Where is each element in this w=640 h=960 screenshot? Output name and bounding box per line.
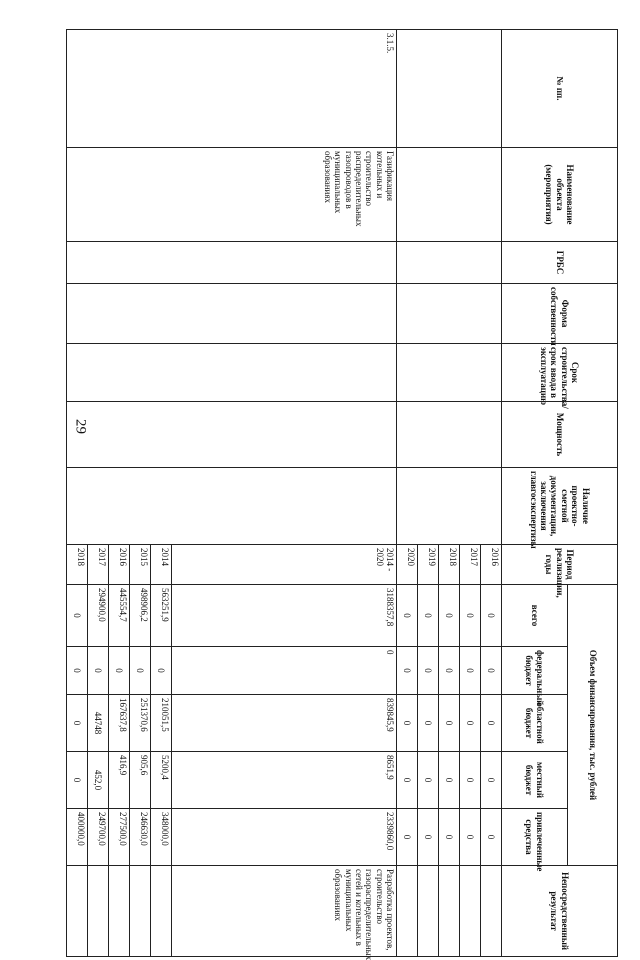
- year-cell: 2017: [88, 545, 109, 585]
- attracted-cell: 0: [397, 809, 418, 866]
- result-cell: [130, 866, 151, 957]
- federal-cell: 0: [88, 647, 109, 695]
- total-cell: 294900,0: [88, 585, 109, 647]
- empty-cell: [397, 284, 502, 344]
- year-cell: 2018: [439, 545, 460, 585]
- header-regional: областной бюджет: [502, 695, 568, 752]
- federal-cell: 0: [439, 647, 460, 695]
- empty-cell: [397, 242, 502, 284]
- year-cell: 2019: [418, 545, 439, 585]
- attracted-cell: 0: [439, 809, 460, 866]
- federal-cell: 0: [109, 647, 130, 695]
- header-period: Период реализации, годы: [502, 545, 618, 585]
- empty-cell: [397, 468, 502, 545]
- header-funding: Объем финансирования, тыс. рублей: [568, 585, 618, 866]
- header-name: Наименование объекта (мероприятия): [502, 148, 618, 242]
- total-cell: 563251,9: [151, 585, 172, 647]
- result-cell: Разработка проектов, строительство газораспределительных сетей и котельных в муниципальных образованиях: [172, 866, 397, 957]
- federal-cell: 0: [130, 647, 151, 695]
- total-cell: 0: [67, 585, 88, 647]
- attracted-cell: 249700,0: [88, 809, 109, 866]
- attracted-cell: 277500,0: [109, 809, 130, 866]
- rotated-table-sheet: [72, 29, 618, 960]
- federal-cell: 0: [151, 647, 172, 695]
- empty-cell: [397, 30, 502, 148]
- result-cell: [460, 866, 481, 957]
- regional-cell: 251370,6: [130, 695, 151, 752]
- year-cell: 2015: [130, 545, 151, 585]
- total-cell: 0: [481, 585, 502, 647]
- result-cell: [481, 866, 502, 957]
- total-cell: 445554,7: [109, 585, 130, 647]
- year-cell: 2017: [460, 545, 481, 585]
- regional-cell: 0: [418, 695, 439, 752]
- regional-cell: 839845,9: [172, 695, 397, 752]
- result-cell: [88, 866, 109, 957]
- header-total: всего: [502, 585, 568, 647]
- local-cell: 452,0: [88, 752, 109, 809]
- item-number: 3.1.5.: [67, 30, 397, 148]
- local-cell: 5200,4: [151, 752, 172, 809]
- regional-cell: 0: [397, 695, 418, 752]
- federal-cell: 0: [418, 647, 439, 695]
- capacity-cell: [67, 402, 397, 468]
- result-cell: [151, 866, 172, 957]
- regional-cell: 0: [67, 695, 88, 752]
- ownership-cell: [67, 284, 397, 344]
- total-cell: 3188357,8: [172, 585, 397, 647]
- attracted-cell: 0: [460, 809, 481, 866]
- grbs-cell: [67, 242, 397, 284]
- year-cell: 2018: [67, 545, 88, 585]
- attracted-cell: 400000,0: [67, 809, 88, 866]
- federal-cell: 0: [460, 647, 481, 695]
- regional-cell: 0: [439, 695, 460, 752]
- header-attracted: привлеченные средства: [502, 809, 568, 866]
- table-row: [172, 30, 397, 957]
- empty-cell: [397, 344, 502, 402]
- header-result: Непосредственный результат: [502, 866, 618, 957]
- header-ownership: Форма собственности: [502, 284, 618, 344]
- construction-cell: [67, 344, 397, 402]
- header-row-1: [568, 30, 618, 957]
- result-cell: [397, 866, 418, 957]
- local-cell: 416,9: [109, 752, 130, 809]
- header-local: местный бюджет: [502, 752, 568, 809]
- year-cell: 2014: [151, 545, 172, 585]
- table-row: [481, 30, 502, 957]
- local-cell: 0: [460, 752, 481, 809]
- year-cell: 2020: [397, 545, 418, 585]
- total-cell: 0: [418, 585, 439, 647]
- total-cell: 0: [460, 585, 481, 647]
- header-capacity: Мощность: [502, 402, 618, 468]
- result-cell: [418, 866, 439, 957]
- design-cell: [67, 468, 397, 545]
- period-cell: 2014 - 2020: [172, 545, 397, 585]
- regional-cell: 0: [481, 695, 502, 752]
- regional-cell: 0: [460, 695, 481, 752]
- header-grbs: ГРБС: [502, 242, 618, 284]
- local-cell: 0: [481, 752, 502, 809]
- attracted-cell: 0: [418, 809, 439, 866]
- year-cell: 2016: [481, 545, 502, 585]
- local-cell: 0: [397, 752, 418, 809]
- local-cell: 0: [439, 752, 460, 809]
- result-cell: [67, 866, 88, 957]
- federal-cell: 0: [67, 647, 88, 695]
- local-cell: 0: [67, 752, 88, 809]
- total-cell: 0: [439, 585, 460, 647]
- empty-cell: [397, 402, 502, 468]
- attracted-cell: 2339860,0: [172, 809, 397, 866]
- year-cell: 2016: [109, 545, 130, 585]
- attracted-cell: 348000,0: [151, 809, 172, 866]
- header-federal: федеральный бюджет: [502, 647, 568, 695]
- regional-cell: 167637,8: [109, 695, 130, 752]
- attracted-cell: 246630,0: [130, 809, 151, 866]
- federal-cell: 0: [397, 647, 418, 695]
- header-design: Наличие проектно-сметной документации, заключения главгосэкспертизы: [502, 468, 618, 545]
- financing-table: [66, 29, 618, 960]
- regional-cell: 210051,5: [151, 695, 172, 752]
- header-num: № пп.: [502, 30, 618, 148]
- total-cell: 498906,2: [130, 585, 151, 647]
- page-number: 29: [72, 419, 89, 434]
- local-cell: 905,6: [130, 752, 151, 809]
- result-cell: [439, 866, 460, 957]
- regional-cell: 44748: [88, 695, 109, 752]
- result-cell: [109, 866, 130, 957]
- local-cell: 0: [418, 752, 439, 809]
- item-name: Газификация котельных и строительство распределительных газопроводов в муниципальных образованиях: [67, 148, 397, 242]
- federal-cell: 0: [481, 647, 502, 695]
- local-cell: 8651,9: [172, 752, 397, 809]
- header-construction: Срок строительства/срок ввода в эксплуатацию: [502, 344, 618, 402]
- federal-cell: 0: [172, 647, 397, 695]
- total-cell: 0: [397, 585, 418, 647]
- empty-cell: [397, 148, 502, 242]
- attracted-cell: 0: [481, 809, 502, 866]
